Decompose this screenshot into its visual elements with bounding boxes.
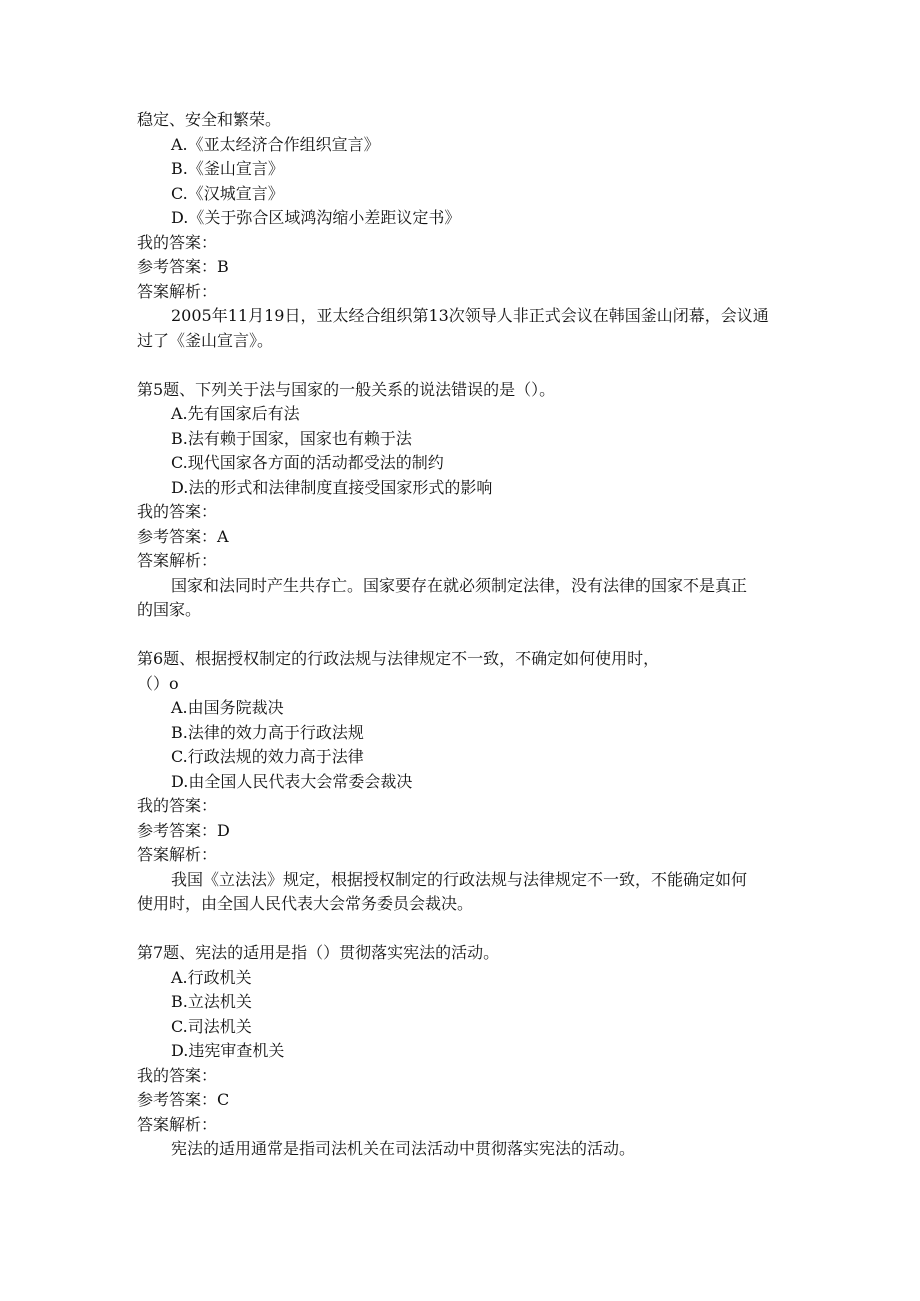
option-b: B.立法机关 — [171, 992, 252, 1011]
question-stem-tail: 稳定、安全和繁荣。 — [137, 110, 282, 129]
question-6 — [137, 647, 787, 917]
option-c: C.《汉城宣言》 — [171, 183, 284, 203]
spacer — [137, 917, 787, 942]
option-c: C.现代国家各方面的活动都受法的制约 — [171, 453, 444, 472]
analysis-line-2: 使用时，由全国人民代表大会常务委员会裁决。 — [137, 894, 474, 913]
analysis-line-1: 我国《立法法》规定，根据授权制定的行政法规与法律规定不一致，不能确定如何 — [171, 869, 748, 889]
analysis-label: 答案解析： — [137, 281, 218, 301]
question-4-continuation — [137, 108, 787, 353]
analysis-label: 答案解析： — [137, 845, 218, 864]
option-a: A.先有国家后有法 — [171, 404, 300, 423]
option-d: D.由全国人民代表大会常委会裁决 — [171, 771, 413, 791]
option-b: B.《釜山宣言》 — [171, 159, 284, 178]
analysis-label: 答案解析： — [137, 551, 218, 570]
reference-answer: 参考答案：C — [137, 1090, 230, 1109]
analysis-line-1: 国家和法同时产生共存亡。国家要存在就必须制定法律，没有法律的国家不是真正 — [171, 575, 748, 595]
my-answer-label: 我的答案： — [137, 796, 218, 815]
analysis-label: 答案解析： — [137, 1114, 218, 1134]
option-b: B.法有赖于国家，国家也有赖于法 — [171, 428, 412, 448]
analysis-line-1: 2005年11月19日，亚太经合组织第13次领导人非正式会议在韩国釜山闭幕，会议通 — [171, 306, 769, 325]
analysis-line-2: 的国家。 — [137, 600, 202, 619]
option-d: D.法的形式和法律制度直接受国家形式的影响 — [171, 477, 493, 497]
question-7 — [137, 941, 787, 1162]
my-answer-label: 我的答案： — [137, 232, 218, 252]
question-stem-line-2: （）o — [137, 673, 179, 693]
question-stem: 第6题、根据授权制定的行政法规与法律规定不一致，不确定如何使用时， — [137, 649, 660, 668]
option-d: D.《关于弥合区域鸿沟缩小差距议定书》 — [171, 208, 461, 227]
option-a: A.《亚太经济合作组织宣言》 — [171, 134, 380, 154]
option-b: B.法律的效力高于行政法规 — [171, 722, 364, 742]
analysis-line-2: 过了《釜山宣言》。 — [137, 330, 274, 350]
my-answer-label: 我的答案： — [137, 1065, 218, 1085]
option-c: C.司法机关 — [171, 1016, 252, 1036]
option-c: C.行政法规的效力高于法律 — [171, 747, 364, 766]
document-page — [137, 108, 787, 1162]
spacer — [137, 623, 787, 648]
analysis-line-1: 宪法的适用通常是指司法机关在司法活动中贯彻落实宪法的活动。 — [171, 1139, 636, 1158]
option-d: D.违宪审查机关 — [171, 1041, 285, 1060]
spacer — [137, 353, 787, 378]
question-stem: 第7题、宪法的适用是指（）贯彻落实宪法的活动。 — [137, 943, 500, 962]
question-stem: 第5题、下列关于法与国家的一般关系的说法错误的是（）。 — [137, 379, 556, 399]
option-a: A.由国务院裁决 — [171, 698, 284, 717]
reference-answer: 参考答案：B — [137, 257, 229, 276]
reference-answer: 参考答案：A — [137, 526, 229, 546]
reference-answer: 参考答案：D — [137, 820, 230, 840]
question-5 — [137, 378, 787, 623]
my-answer-label: 我的答案： — [137, 502, 218, 521]
option-a: A.行政机关 — [171, 967, 252, 987]
